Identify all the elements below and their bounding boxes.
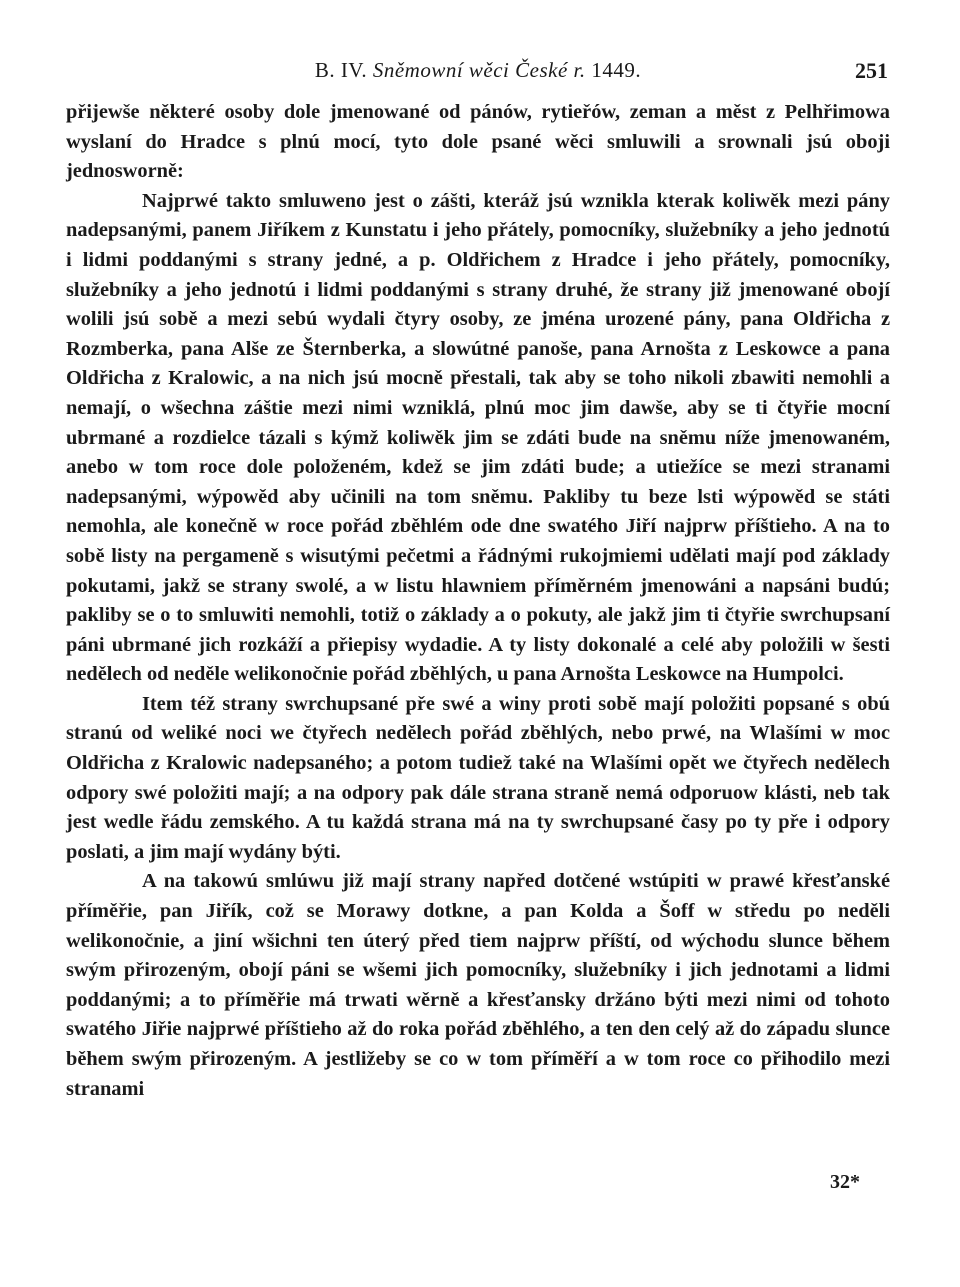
header-section: B. IV. [314, 58, 373, 82]
paragraph: přijewše některé osoby dole jmenowané od pánów, rytieřów, zeman a měst z Pelhřimowa wyslaní do Hradce s plnú mocí, tyto dole psané wěci smluwili a srownali jsú oboji jednosworně: [66, 101, 890, 183]
header-year: 1449. [585, 58, 642, 82]
paragraph: Najprwé takto smluweno jest o zášti, kteráž jsú wznikla kterak koliwěk mezi pány nadepsanými, panem Jiříkem z Kunstatu i jeho přátely, pomocníky, služebníky a jeho jednotú i lidmi poddanými s strany jedné, a p. Oldřichem z Hradce i jeho přátely, pomocníky, služebníky a jeho jednotú i lidmi poddanými s strany druhé, že strany již jmenowané obojí wolili jsú sobě a mezi sebú wydali čtyry osoby, ze jména urozené pány, pana Oldřicha z Rozmberka, pana Alše ze Šternberka, a slowútné panoše, pana Arnošta z Leskowce a pana Oldřicha z Kralowic, a na nich jsú mocně přestali, tak aby se toho nikoli zbawiti nemohli a nemají, o wšechna záštie mezi nimi wzniklá, plnú moc jim dawše, aby se ti čtyřie mocní ubrmané a rozdielce tázali s kýmž koliwěk jim se zdáti bude na sněmu níže jmenowaném, anebo w tom roce dole položeném, kdež se jim zdáti bude; a utiežíce se mezi stranami nadepsanými, wýpowěd aby učinili na tom sněmu. Pakliby tu beze lsti wýpowěd se státi nemohla, ale konečně w roce pořád zběhlém ode dne swatého Jiří najprw příštieho. A na to sobě listy na pergameně s wisutými pečetmi a řádnými rukojmiemi udělati mají pod základy pokutami, jakž se strany swolé, a w listu hlawniem příměrném jmenowáni a napsáni budú; pakliby se o to smluwiti nemohli, totiž o základy a o pokuty, ale jakž jim ti čtyřie swrchupsaní páni ubrmané jich rozkáží a přiepisy wydadie. A ty listy dokonalé a celé aby položili w šesti nedělech od neděle welikonočnie pořád zběhlých, u pana Arnošta Leskowce na Humpolci. [66, 189, 890, 686]
paragraph: Item též strany swrchupsané pře swé a winy proti sobě mají položiti popsané s obú stranú od weliké noci we čtyřech nedělech pořád zběhlých, nebo prwé, na Wlašími w moc Oldřicha z Kralowic nadepsaného; a potom tudiež také na Wlašími opět we čtyřech nedělech odpory swé položiti mají; a na odpory pak dále strana straně nemá odporuow klásti, neb tak jest wedle řádu zemského. A tu každá strana má na ty swrchupsané časy po ty pře i odpory poslati, a jim mají wydány býti. [66, 692, 890, 863]
header-title [66, 58, 890, 83]
running-header [66, 58, 890, 90]
signature-mark: 32* [830, 1171, 860, 1193]
page-number: 251 [855, 58, 888, 83]
body-text [66, 98, 890, 1104]
header-title-text: Sněmowní wěci České r. [372, 58, 586, 82]
paragraph: A na takowú smlúwu již mají strany napřed dotčené wstúpiti w prawé křesťanské příměřie, pan Jiřík, což se Morawy dotkne, a pan Kolda a Šoff w středu po neděli welikonočnie, a jiní wšichni ten úterý před tiem najprw příští, od wýchodu slunce během swým přirozeným, obojí páni se wšemi jich pomocníky, služebníky i jich jednotami a lidmi poddanými; a to příměřie má trwati wěrně a křesťansky držáno býti mezi nimi od tohoto swatého Jiřie najprwé příštieho až do roka pořád zběhlého, a ten den celý až do západu slunce během swým přirozeným. A jestližeby se co w tom příměří a w tom roce co přihodilo mezi stranami [66, 870, 890, 1100]
